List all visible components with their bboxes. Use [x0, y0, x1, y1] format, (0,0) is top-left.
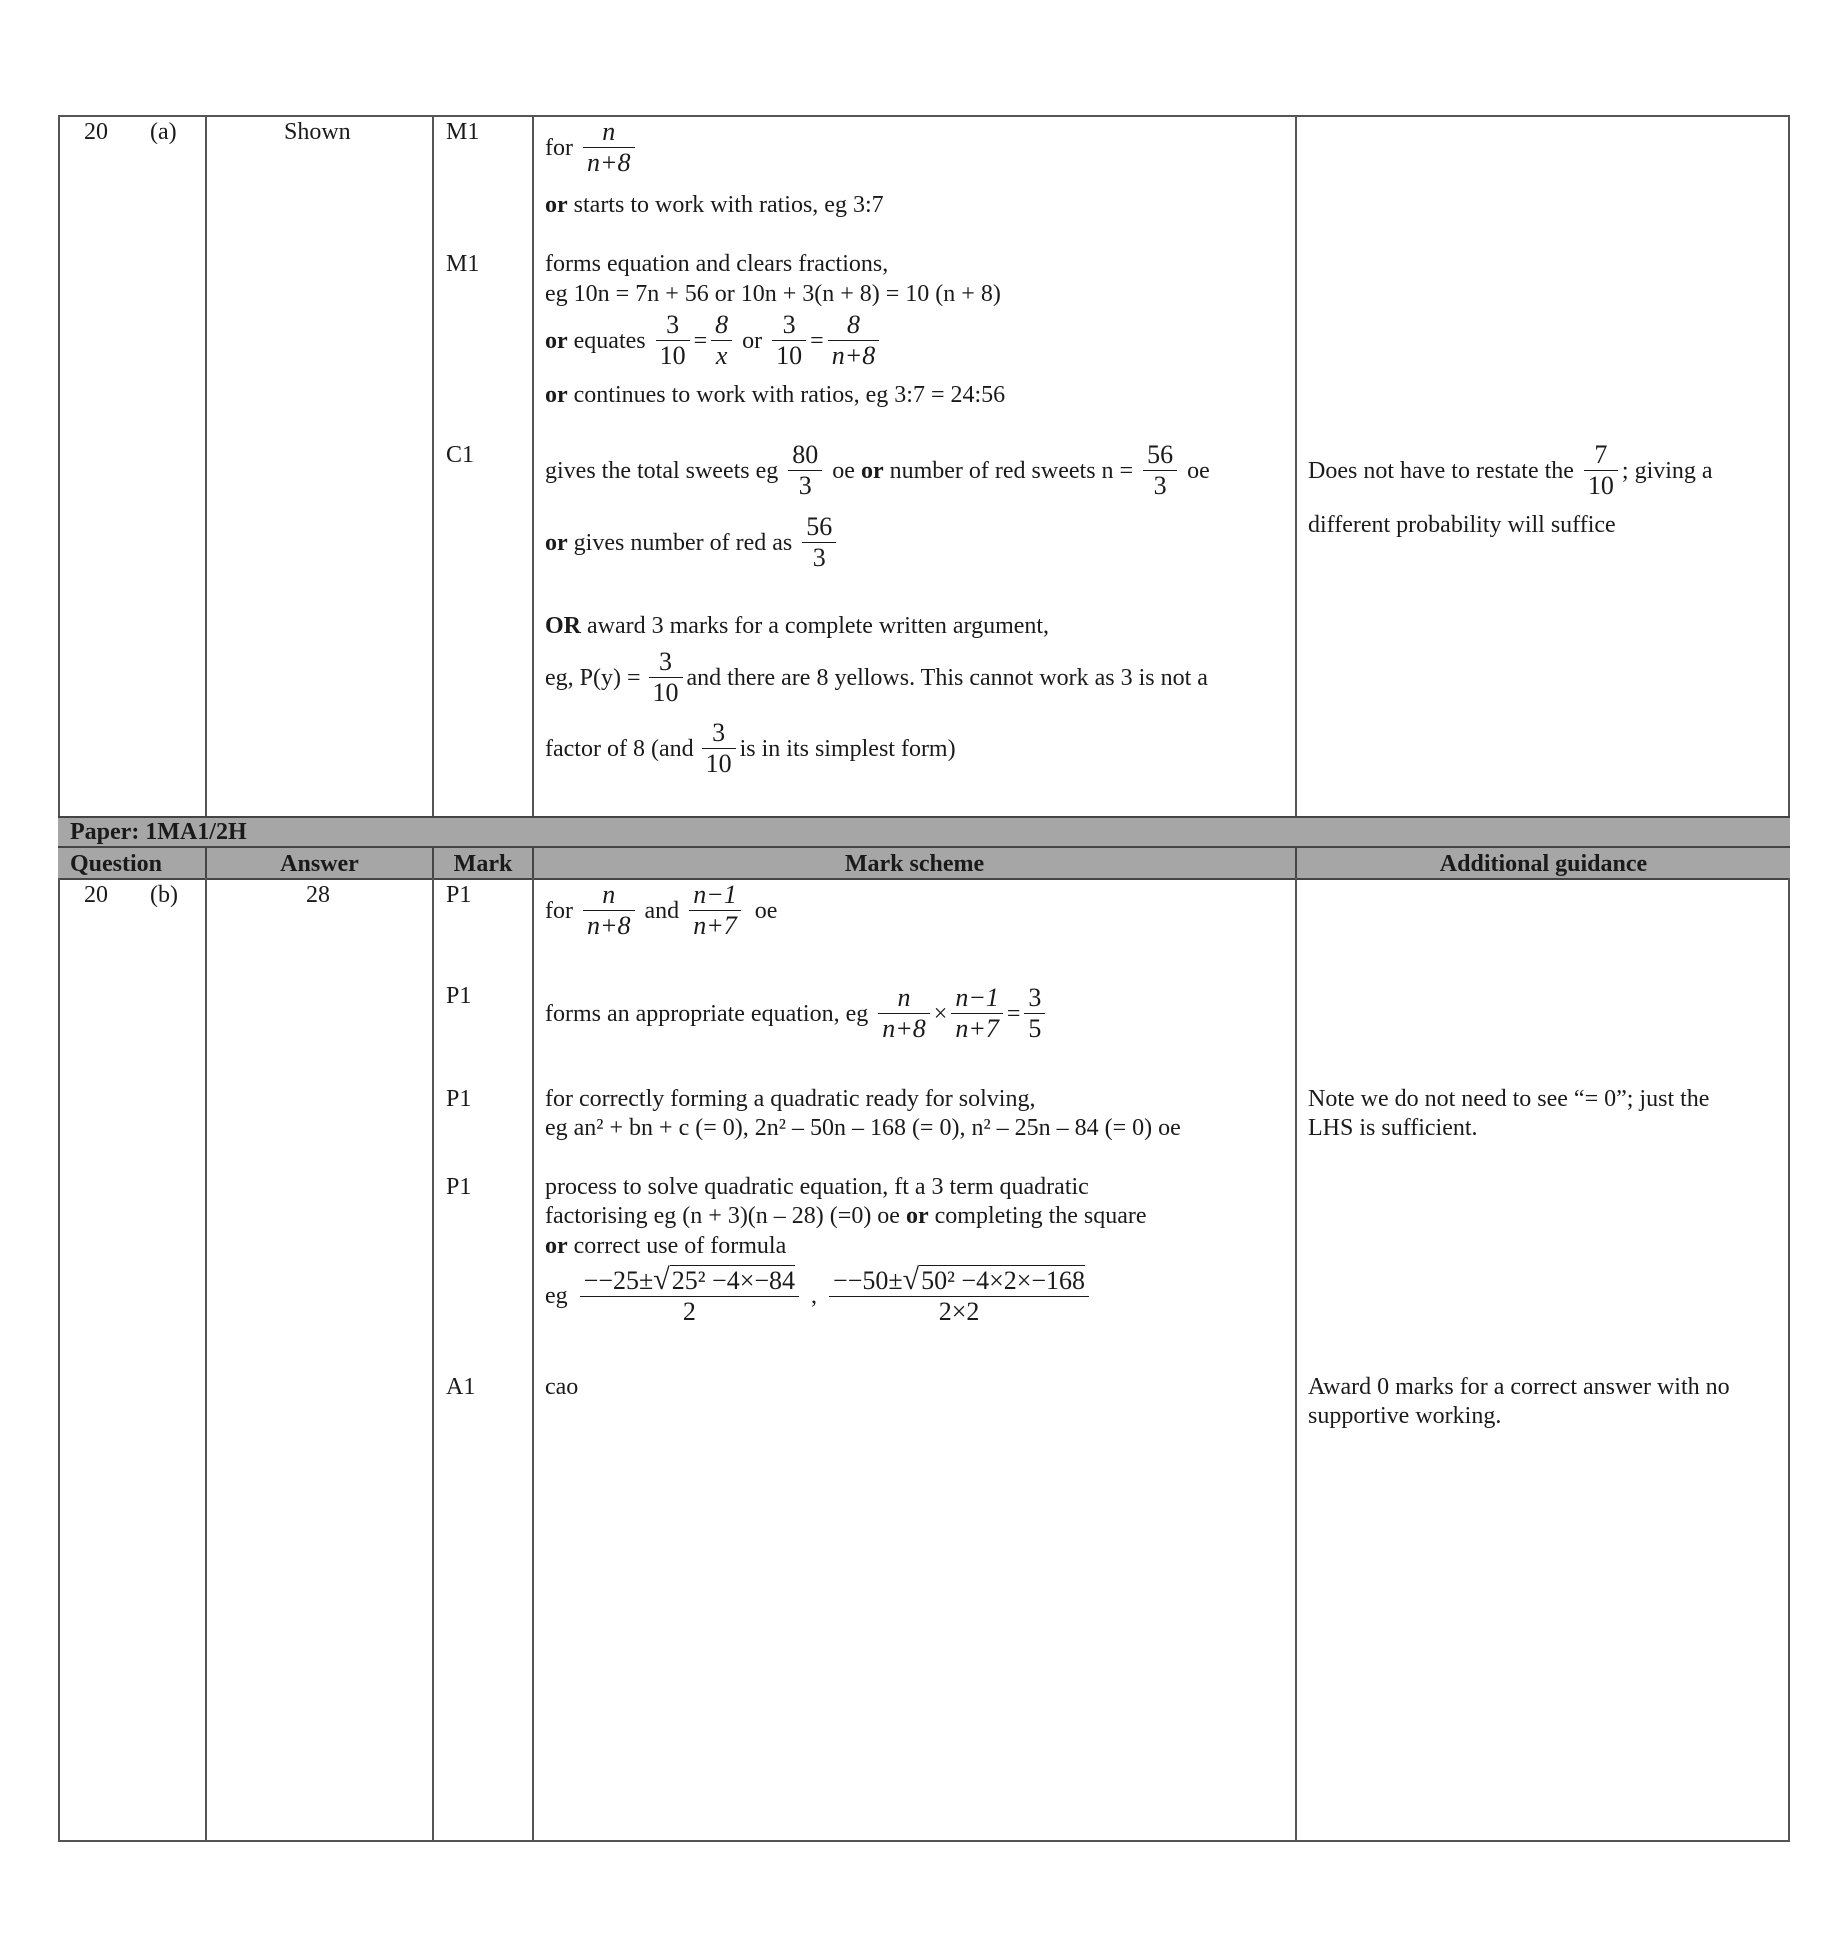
- scheme-line: [545, 310, 883, 371]
- fraction: $\frac{3}{10}$: [772, 310, 806, 371]
- equals-sign: =: [693, 327, 708, 354]
- header-additional-guidance: Additional guidance: [1439, 851, 1648, 877]
- answer-cell: 28: [306, 882, 330, 908]
- guidance-text: supportive working.: [1308, 1403, 1502, 1429]
- scheme-text: gives the total sweets eg: [545, 457, 779, 484]
- scheme-line: [545, 647, 1208, 708]
- or-keyword: or: [545, 327, 568, 354]
- scheme-text: for correctly forming a quadratic ready for solving,: [545, 1086, 1036, 1112]
- question-number: 20: [84, 119, 108, 145]
- col-divider: [532, 115, 534, 818]
- mark-code: P1: [446, 882, 472, 908]
- scheme-text: forms equation and clears fractions,: [545, 251, 889, 277]
- formula-text: −−50±: [833, 1266, 903, 1295]
- fraction: $\frac{n}{n+8}$: [878, 983, 930, 1044]
- scheme-line: [545, 117, 639, 178]
- header-mark: Mark: [453, 851, 513, 877]
- scheme-line: [545, 190, 884, 220]
- scheme-line: [545, 1231, 786, 1261]
- scheme-text: ,: [811, 1283, 818, 1309]
- header-question: Question: [70, 851, 163, 877]
- col-divider: [1295, 115, 1297, 818]
- scheme-text: or: [742, 327, 763, 354]
- fraction: $\frac{8}{x}$: [711, 310, 732, 371]
- scheme-text: oe: [1187, 457, 1210, 484]
- quadratic-formula-fraction: $\frac{\text{−−50±√50² −4×2×−168}}{2\times 2}$: [829, 1265, 1089, 1327]
- question-part: (a): [150, 119, 177, 145]
- or-keyword: or: [860, 457, 884, 484]
- scheme-text: eg an² + bn + c (= 0), 2n² – 50n – 168 (= 0), n² – 25n – 84 (= 0) oe: [545, 1115, 1181, 1141]
- fraction: $\frac{n-1}{n+7}$: [689, 880, 741, 941]
- equals-sign: =: [810, 327, 824, 354]
- paper-band: [58, 816, 1790, 848]
- scheme-text: award 3 marks for a complete written argument,: [587, 613, 1050, 639]
- col-divider: [432, 115, 434, 818]
- guidance-text: Note we do not need to see “= 0”; just the: [1308, 1086, 1710, 1112]
- answer-cell: Shown: [284, 119, 351, 145]
- scheme-text: process to solve quadratic equation, ft a 3 term quadratic: [545, 1174, 1089, 1200]
- fraction: $\frac{n}{n+8}$: [583, 880, 635, 941]
- formula-radicand: 50² −4×2×−168: [921, 1266, 1086, 1295]
- scheme-text: correct use of formula: [573, 1233, 787, 1259]
- or-keyword: or: [545, 1233, 568, 1259]
- col-divider: [432, 878, 434, 1842]
- col-divider: [205, 115, 207, 818]
- scheme-text: for: [545, 897, 573, 924]
- scheme-text: forms an appropriate equation, eg: [545, 1000, 869, 1027]
- scheme-text: and: [644, 897, 680, 924]
- guidance-line: [1308, 440, 1713, 501]
- scheme-line: [545, 380, 1005, 410]
- quadratic-formula-fraction: $\frac{\text{−−25±√25² −4×−84}}{2}$: [580, 1265, 799, 1327]
- mark-code: P1: [446, 1086, 472, 1112]
- fraction: $\frac{56}{3}$: [802, 512, 836, 573]
- formula-radicand: 25² −4×−84: [671, 1266, 796, 1295]
- question-number: 20: [84, 882, 108, 908]
- fraction: $\frac{n-1}{n+7}$: [951, 983, 1003, 1044]
- scheme-line: [545, 983, 1049, 1044]
- sqrt-sign: √: [902, 1263, 920, 1296]
- scheme-text: is in its simplest form): [739, 735, 956, 762]
- mark-code: M1: [446, 119, 480, 145]
- or-keyword: or: [905, 1203, 929, 1229]
- col-divider: [1295, 878, 1297, 1842]
- scheme-line: [545, 611, 1049, 641]
- guidance-text: Award 0 marks for a correct answer with no: [1308, 1374, 1730, 1400]
- fraction: $\frac{56}{3}$: [1143, 440, 1177, 501]
- guidance-text: LHS is sufficient.: [1308, 1115, 1478, 1141]
- guidance-text: different probability will suffice: [1308, 512, 1616, 538]
- fraction: $\frac{n}{n+8}$: [583, 117, 635, 178]
- or-keyword: OR: [545, 613, 581, 639]
- fraction: $\frac{3}{10}$: [649, 647, 683, 708]
- guidance-text: Does not have to restate the: [1308, 457, 1574, 484]
- header-answer: Answer: [280, 851, 359, 877]
- or-keyword: or: [545, 192, 568, 218]
- or-keyword: or: [545, 529, 568, 556]
- mark-code: P1: [446, 1174, 472, 1200]
- formula-text: −−25±: [583, 1266, 654, 1295]
- scheme-text: number of red sweets n =: [889, 457, 1134, 484]
- scheme-text: eg 10n = 7n + 56 or 10n + 3(n + 8) = 10 (n + 8): [545, 281, 1001, 307]
- scheme-text: for: [545, 134, 573, 161]
- or-keyword: or: [545, 382, 568, 408]
- scheme-text: continues to work with ratios, eg 3:7 = 24:56: [573, 382, 1006, 408]
- mark-code: M1: [446, 251, 480, 277]
- mark-code: C1: [446, 442, 475, 468]
- scheme-text: starts to work with ratios, eg 3:7: [573, 192, 884, 218]
- sqrt-sign: √: [653, 1263, 670, 1296]
- header-mark-scheme: Mark scheme: [844, 851, 985, 877]
- fraction: $\frac{3}{5}$: [1024, 983, 1045, 1044]
- col-divider: [205, 878, 207, 1842]
- scheme-text: eg: [545, 1283, 568, 1309]
- fraction: $\frac{3}{10}$: [656, 310, 690, 371]
- scheme-text: factorising eg (n + 3)(n – 28) (=0) oe: [545, 1203, 900, 1229]
- scheme-text: completing the square: [934, 1203, 1147, 1229]
- scheme-line: [545, 512, 840, 573]
- col-divider: [532, 878, 534, 1842]
- scheme-line: [545, 1265, 1093, 1327]
- scheme-text: cao: [545, 1374, 579, 1400]
- scheme-text: eg, P(y) =: [545, 664, 641, 691]
- mark-code: P1: [446, 983, 472, 1009]
- scheme-text: gives number of red as: [573, 529, 793, 556]
- scheme-line: [545, 880, 777, 941]
- question-part: (b): [150, 882, 178, 908]
- scheme-line: [545, 440, 1210, 501]
- fraction: $\frac{8}{n+8}$: [828, 310, 880, 371]
- scheme-line: [545, 718, 956, 779]
- scheme-line: [545, 1201, 1147, 1231]
- fraction: $\frac{80}{3}$: [788, 440, 822, 501]
- fraction: $\frac{7}{10}$: [1584, 440, 1618, 501]
- fraction: $\frac{3}{10}$: [702, 718, 736, 779]
- scheme-text: oe: [832, 457, 855, 484]
- equals-sign: =: [1006, 1000, 1021, 1027]
- scheme-text: equates: [573, 327, 646, 354]
- scheme-text: and there are 8 yellows. This cannot work as 3 is not a: [686, 664, 1208, 691]
- times-sign: ×: [933, 1000, 948, 1027]
- mark-code: A1: [446, 1374, 476, 1400]
- scheme-text: factor of 8 (and: [545, 735, 694, 762]
- paper-title: Paper: 1MA1/2H: [70, 819, 247, 845]
- scheme-text: oe: [754, 897, 778, 924]
- guidance-text: ; giving a: [1621, 457, 1713, 484]
